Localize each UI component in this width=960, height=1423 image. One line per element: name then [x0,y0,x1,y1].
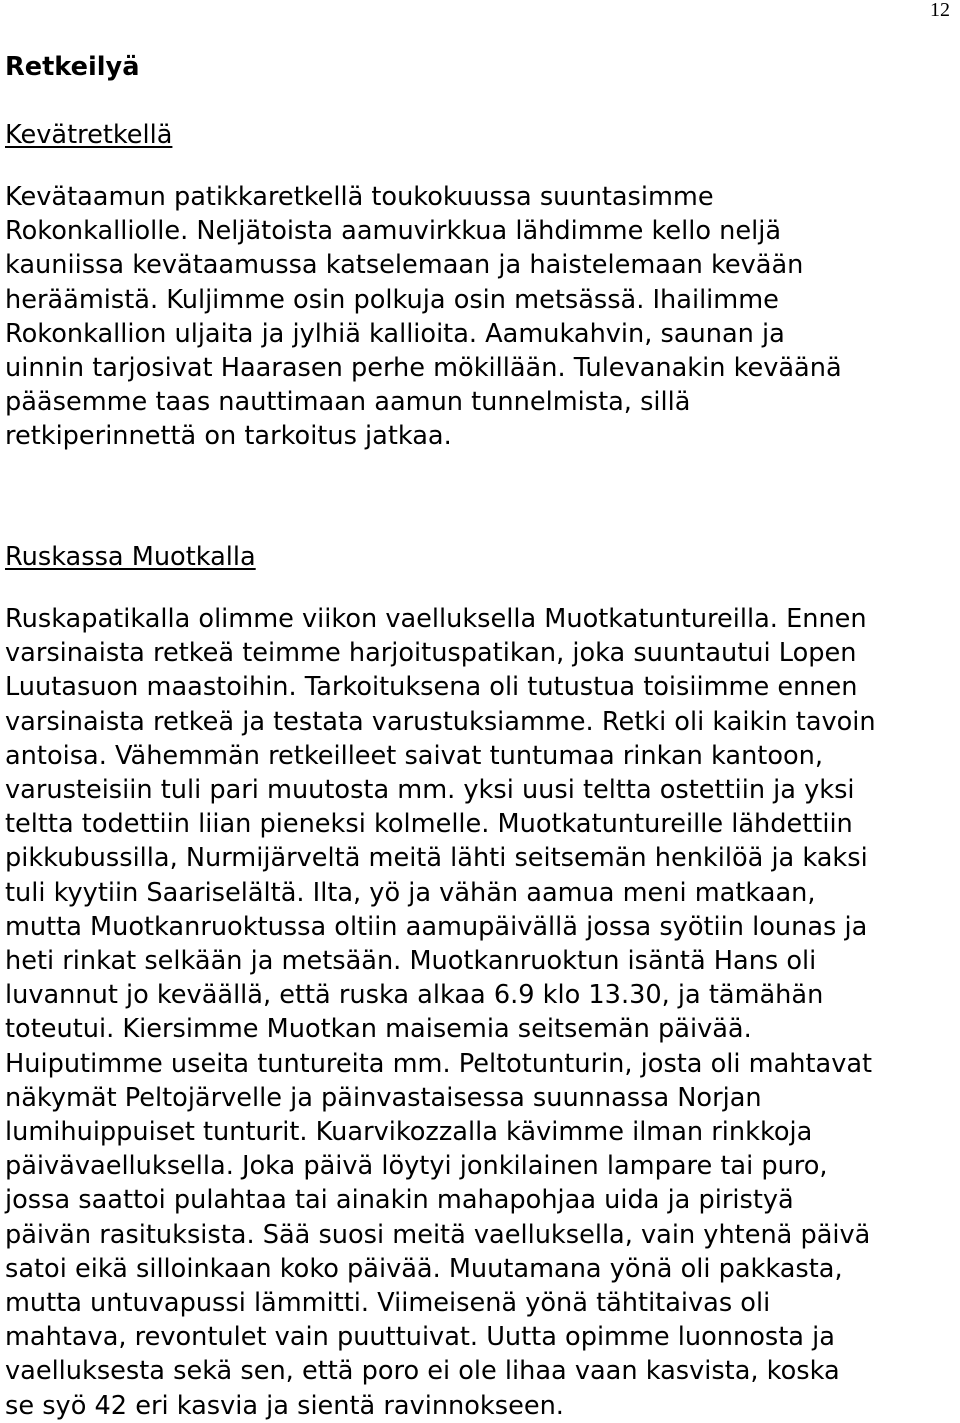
paragraph-line: pikkubussilla, Nurmijärveltä meitä lähti seitsemän henkilöä ja kaksi [5,843,868,874]
paragraph-line: antoisa. Vähemmän retkeilleet saivat tuntumaa rinkan kantoon, [5,740,824,771]
paragraph-line: mahtava, revontulet vain puuttuivat. Uutta opimme luonnosta ja [5,1322,835,1353]
paragraph-line: mutta Muotkanruoktussa oltiin aamupäivällä jossa syötiin lounas ja [5,911,868,942]
paragraph-line: Huiputimme useita tuntureita mm. Peltotunturin, josta oli mahtavat [5,1048,873,1079]
paragraph-line: mutta untuvapussi lämmitti. Viimeisenä yönä tähtitaivas oli [5,1288,771,1319]
paragraph-line: heräämistä. Kuljimme osin polkuja osin metsässä. Ihailimme [5,284,779,315]
paragraph-line: uinnin tarjosivat Haarasen perhe mökillään. Tulevanakin keväänä [5,353,842,384]
paragraph-line: Kevätaamun patikkaretkellä toukokuussa suuntasimme [5,182,714,212]
paragraph-line: jossa saattoi pulahtaa tai ainakin mahapohjaa uida ja piristyä [5,1185,794,1216]
paragraph-line: Ruskapatikalla olimme viikon vaelluksella Muotkatuntureilla. Ennen [5,604,867,634]
paragraph-line: Rokonkalliolle. Neljätoista aamuvirkkua lähdimme kello neljä [5,216,782,247]
paragraph-line: heti rinkat selkään ja metsään. Muotkanruoktun isäntä Hans oli [5,946,817,977]
paragraph-line: luvannut jo keväällä, että ruska alkaa 6.9 klo 13.30, ja tämähän [5,980,824,1011]
paragraph-line: lumihuippuiset tunturit. Kuarvikozzalla kävimme ilman rinkkoja [5,1117,813,1148]
paragraph-line: toteutui. Kiersimme Muotkan maisemia seitsemän päivää. [5,1014,752,1045]
paragraph-line: pääsemme taas nauttimaan aamun tunnelmista, sillä [5,387,691,418]
page-title: Retkeilyä [5,52,140,82]
paragraph-line: kauniissa kevätaamussa katselemaan ja haistelemaan kevään [5,250,804,281]
paragraph-line: tuli kyytiin Saariselältä. Ilta, yö ja vähän aamua meni matkaan, [5,877,816,908]
section-paragraph-ruska [5,602,957,1423]
paragraph-line: satoi eikä silloinkaan koko päivää. Muutamana yönä oli pakkasta, [5,1253,843,1284]
section-heading-spring: Kevätretkellä [5,120,173,150]
section-paragraph-spring [5,180,957,454]
page-number: 12 [930,0,950,21]
paragraph-line: vaelluksesta sekä sen, että poro ei ole lihaa vaan kasvista, koska [5,1356,840,1387]
paragraph-line: varsinaista retkeä teimme harjoituspatikan, joka suuntautui Lopen [5,638,857,669]
paragraph-line: se syö 42 eri kasvia ja sientä ravinnokseen. [5,1390,564,1421]
paragraph-line: näkymät Peltojärvelle ja päinvastaisessa suunnassa Norjan [5,1082,762,1113]
section-heading-ruska: Ruskassa Muotkalla [5,542,256,572]
paragraph-line: varsinaista retkeä ja testata varustuksiamme. Retki oli kaikin tavoin [5,706,876,737]
paragraph-line: teltta todettiin liian pieneksi kolmelle. Muotkatuntureille lähdettiin [5,809,853,840]
paragraph-line: päivän rasituksista. Sää suosi meitä vaelluksella, vain yhtenä päivä [5,1219,871,1250]
paragraph-line: varusteisiin tuli pari muutosta mm. yksi uusi teltta ostettiin ja yksi [5,775,855,806]
paragraph-line: retkiperinnettä on tarkoitus jatkaa. [5,421,452,452]
paragraph-line: päivävaelluksella. Joka päivä löytyi jonkilainen lampare tai puro, [5,1151,828,1182]
paragraph-line: Luutasuon maastoihin. Tarkoituksena oli tutustua toisiimme ennen [5,672,858,703]
paragraph-line: Rokonkallion uljaita ja jylhiä kallioita. Aamukahvin, saunan ja [5,318,785,349]
